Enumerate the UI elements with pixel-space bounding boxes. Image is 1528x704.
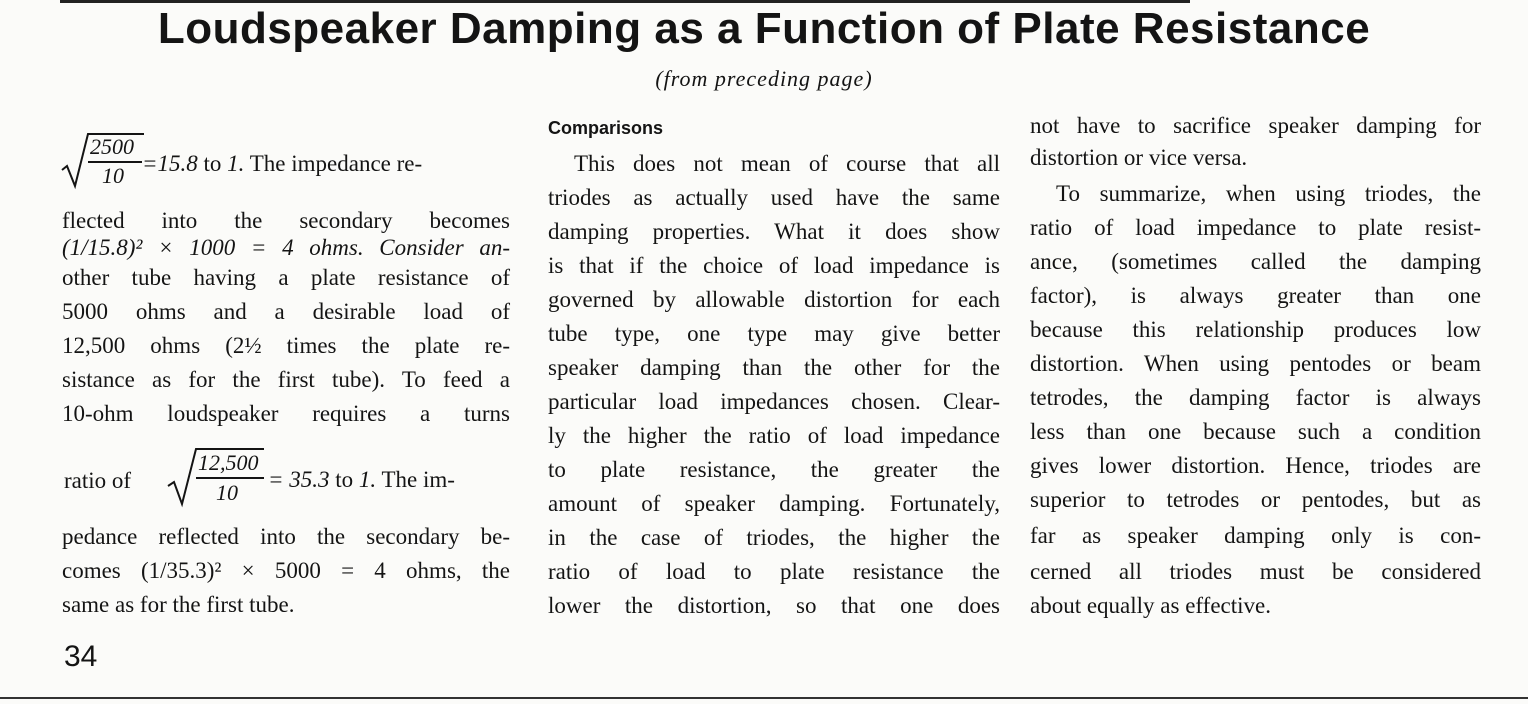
text-line: same as for the first tube. xyxy=(62,592,295,617)
formula-result: =15.8 xyxy=(142,151,198,176)
fraction-denominator: 10 xyxy=(102,163,124,188)
text-line xyxy=(62,231,510,265)
text-line: amount of speaker damping. Fortunately, xyxy=(548,491,1000,516)
text-line: lower the distortion, so that one does xyxy=(548,593,1000,618)
text-line: distortion or vice versa. xyxy=(1030,145,1248,170)
text-line: sistance as for the first tube). To feed a xyxy=(62,367,510,392)
formula-tail xyxy=(142,147,422,181)
formula-ratio: 1. xyxy=(227,151,245,176)
page-title: Loudspeaker Damping as a Function of Plate Resistance xyxy=(157,4,1371,53)
text-line: comes (1/35.3)² × 5000 = 4 ohms, the xyxy=(62,558,510,583)
text-line: tube type, one type may give better xyxy=(548,321,1000,346)
text-line: This does not mean of course that all xyxy=(574,151,1000,176)
fraction-bar xyxy=(196,477,264,479)
text-line: To summarize, when using triodes, the xyxy=(1056,181,1481,206)
text-line: 12,500 ohms (2½ times the plate re- xyxy=(62,333,510,358)
formula-result: = 35.3 xyxy=(268,467,330,492)
text-line: tetrodes, the damping factor is always xyxy=(1030,385,1481,410)
text-line: speaker damping than the other for the xyxy=(548,355,1000,380)
page-subtitle: (from preceding page) xyxy=(655,66,873,91)
text-line: about equally as effective. xyxy=(1030,593,1271,618)
text-line: is that if the choice of load impedance is xyxy=(548,253,1000,278)
text-line: particular load impedances chosen. Clear- xyxy=(548,389,1000,414)
text-line: far as speaker damping only is con- xyxy=(1030,523,1481,548)
text-line: cerned all triodes must be considered xyxy=(1030,559,1481,584)
text-line: ly the higher the ratio of load impedance xyxy=(548,423,1000,448)
formula-prefix: ratio of xyxy=(64,468,132,493)
text-line: triodes as actually used have the same xyxy=(548,185,1000,210)
text-line: other tube having a plate resistance of xyxy=(62,265,510,290)
text-line: less than one because such a condition xyxy=(1030,419,1481,444)
text-line: ratio of load to plate resistance the xyxy=(548,559,1000,584)
text-line: distortion. When using pentodes or beam xyxy=(1030,351,1481,376)
text-line: superior to tetrodes or pentodes, but as xyxy=(1030,487,1481,512)
page-number: 34 xyxy=(64,640,98,673)
square-root-formula-2 xyxy=(62,446,510,510)
text-line: to plate resistance, the greater the xyxy=(548,457,1000,482)
top-rule xyxy=(60,0,1190,3)
formula-tail xyxy=(268,463,455,497)
formula-text: to xyxy=(197,151,228,176)
text-line: ance, (sometimes called the damping xyxy=(1030,249,1481,274)
text-line: governed by allowable distortion for each xyxy=(548,287,1000,312)
text-line: factor), is always greater than one xyxy=(1030,283,1481,308)
text-line: pedance reflected into the secondary be- xyxy=(62,524,510,549)
formula-text: to xyxy=(329,467,359,492)
text-line: in the case of triodes, the higher the xyxy=(548,525,1000,550)
fraction-denominator: 10 xyxy=(216,480,238,505)
text-line: not have to sacrifice speaker damping for xyxy=(1030,113,1481,138)
fraction-numerator: 12,500 xyxy=(198,450,259,475)
section-heading-comparisons: Comparisons xyxy=(548,118,664,138)
text-line: 5000 ohms and a desirable load of xyxy=(62,299,510,324)
formula-ratio: 1. xyxy=(358,467,377,492)
square-root-formula-1 xyxy=(62,132,510,192)
formula-text: The impedance re- xyxy=(244,151,423,176)
text-line: 10-ohm loudspeaker requires a turns xyxy=(62,401,510,426)
bottom-rule xyxy=(0,697,1528,699)
fraction-numerator: 2500 xyxy=(90,134,134,159)
text-line: ratio of load impedance to plate resist- xyxy=(1030,215,1481,240)
formula-text: The im- xyxy=(376,467,455,492)
text-line: flected into the secondary becomes xyxy=(62,208,510,233)
text-line-content: (1/15.8)² × 1000 = 4 ohms. Consider an- xyxy=(62,235,510,260)
text-line: damping properties. What it does show xyxy=(548,219,1000,244)
text-line: because this relationship produces low xyxy=(1030,317,1481,342)
text-line: gives lower distortion. Hence, triodes are xyxy=(1030,453,1481,478)
